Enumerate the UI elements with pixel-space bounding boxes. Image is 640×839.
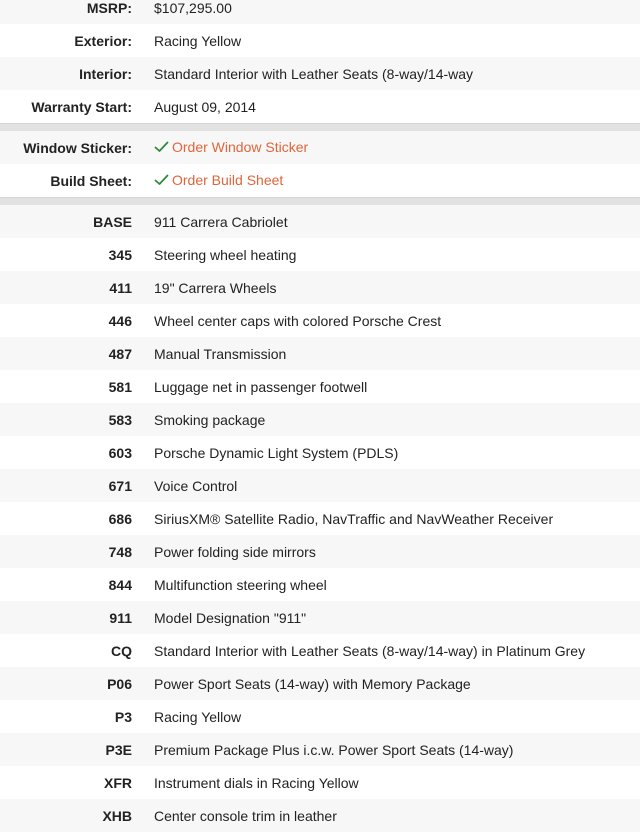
option-description: Power Sport Seats (14-way) with Memory Package xyxy=(140,667,640,700)
table-row xyxy=(0,304,640,337)
option-description: Multifunction steering wheel xyxy=(140,568,640,601)
table-row xyxy=(0,667,640,700)
window-sticker-link-group[interactable] xyxy=(154,139,308,155)
option-code: 583 xyxy=(0,403,140,436)
table-row xyxy=(0,403,640,436)
interior-value: Standard Interior with Leather Seats (8-way/14-way xyxy=(140,57,640,90)
option-code: 911 xyxy=(0,601,140,634)
option-description: Luggage net in passenger footwell xyxy=(140,370,640,403)
option-code: 487 xyxy=(0,337,140,370)
order-window-sticker-link[interactable]: Order Window Sticker xyxy=(172,139,309,155)
table-row xyxy=(0,164,640,197)
option-code: 411 xyxy=(0,271,140,304)
option-code: 581 xyxy=(0,370,140,403)
option-code: XHB xyxy=(0,799,140,832)
table-row xyxy=(0,502,640,535)
table-row xyxy=(0,271,640,304)
option-code: 671 xyxy=(0,469,140,502)
option-description: Wheel center caps with colored Porsche Crest xyxy=(140,304,640,337)
msrp-value: $107,295.00 xyxy=(140,0,640,24)
table-row xyxy=(0,238,640,271)
table-row xyxy=(0,205,640,238)
option-code: XFR xyxy=(0,766,140,799)
table-row xyxy=(0,733,640,766)
option-code: P3E xyxy=(0,733,140,766)
warranty-start-value: August 09, 2014 xyxy=(140,90,640,123)
table-row xyxy=(0,601,640,634)
option-description: Standard Interior with Leather Seats (8-way/14-way) in Platinum Grey xyxy=(140,634,640,667)
exterior-value: Racing Yellow xyxy=(140,24,640,57)
option-code: 686 xyxy=(0,502,140,535)
check-icon xyxy=(154,174,169,186)
build-sheet-link-group[interactable] xyxy=(154,172,283,188)
interior-label: Interior: xyxy=(0,57,140,90)
table-row xyxy=(0,700,640,733)
table-row xyxy=(0,799,640,832)
table-row xyxy=(0,131,640,164)
table-row xyxy=(0,0,640,24)
window-sticker-cell xyxy=(140,131,640,164)
option-code: 844 xyxy=(0,568,140,601)
option-description: Smoking package xyxy=(140,403,640,436)
option-description: Steering wheel heating xyxy=(140,238,640,271)
table-row xyxy=(0,469,640,502)
option-code: 446 xyxy=(0,304,140,337)
table-row xyxy=(0,766,640,799)
section-divider xyxy=(0,123,640,131)
window-sticker-label: Window Sticker: xyxy=(0,131,140,164)
build-sheet-label: Build Sheet: xyxy=(0,164,140,197)
order-build-sheet-link[interactable]: Order Build Sheet xyxy=(172,172,284,188)
option-code: P3 xyxy=(0,700,140,733)
table-row xyxy=(0,568,640,601)
option-code: 748 xyxy=(0,535,140,568)
option-description: Manual Transmission xyxy=(140,337,640,370)
option-description: SiriusXM® Satellite Radio, NavTraffic and NavWeather Receiver xyxy=(140,502,640,535)
table-row xyxy=(0,57,640,90)
option-code: CQ xyxy=(0,634,140,667)
exterior-label: Exterior: xyxy=(0,24,140,57)
table-row xyxy=(0,370,640,403)
option-description: Premium Package Plus i.c.w. Power Sport Seats (14-way) xyxy=(140,733,640,766)
option-description: Porsche Dynamic Light System (PDLS) xyxy=(140,436,640,469)
table-row xyxy=(0,24,640,57)
vehicle-info-table xyxy=(0,0,640,123)
table-row xyxy=(0,634,640,667)
option-description: 19" Carrera Wheels xyxy=(140,271,640,304)
option-description: Power folding side mirrors xyxy=(140,535,640,568)
option-code: 345 xyxy=(0,238,140,271)
option-code: P06 xyxy=(0,667,140,700)
msrp-label: MSRP: xyxy=(0,0,140,24)
option-description: Racing Yellow xyxy=(140,700,640,733)
table-row xyxy=(0,436,640,469)
option-description: 911 Carrera Cabriolet xyxy=(140,205,640,238)
option-code: 603 xyxy=(0,436,140,469)
option-description: Center console trim in leather xyxy=(140,799,640,832)
option-description: Model Designation "911" xyxy=(140,601,640,634)
section-divider xyxy=(0,197,640,205)
table-row xyxy=(0,90,640,123)
warranty-start-label: Warranty Start: xyxy=(0,90,140,123)
check-icon xyxy=(154,141,169,153)
documents-table xyxy=(0,131,640,197)
build-sheet-cell xyxy=(140,164,640,197)
options-table xyxy=(0,205,640,832)
table-row xyxy=(0,535,640,568)
table-row xyxy=(0,337,640,370)
option-code: BASE xyxy=(0,205,140,238)
option-description: Instrument dials in Racing Yellow xyxy=(140,766,640,799)
option-description: Voice Control xyxy=(140,469,640,502)
